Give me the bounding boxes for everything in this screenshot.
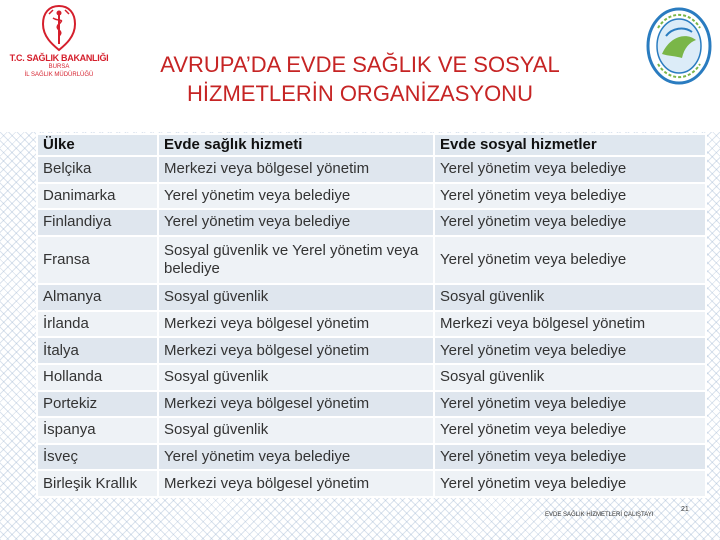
- column-header-home-social: Evde sosyal hizmetler: [434, 134, 706, 156]
- cell-home-social: Yerel yönetim veya belediye: [434, 444, 706, 471]
- table-row: [37, 284, 706, 311]
- cell-home-health: Sosyal güvenlik: [158, 284, 434, 311]
- table-row: [37, 236, 706, 284]
- logo-line-ministry: T.C. SAĞLIK BAKANLIĞI: [9, 53, 109, 63]
- title-line-1: AVRUPA’DA EVDE SAĞLIK VE SOSYAL: [160, 52, 560, 77]
- cell-home-social: Yerel yönetim veya belediye: [434, 391, 706, 418]
- page-title: [130, 50, 590, 108]
- cell-home-social: Merkezi veya bölgesel yönetim: [434, 311, 706, 338]
- title-line-2: HİZMETLERİN ORGANİZASYONU: [187, 81, 533, 106]
- cell-home-social: Yerel yönetim veya belediye: [434, 470, 706, 497]
- cell-country: Danimarka: [37, 183, 158, 210]
- logo-line-city: BURSA: [48, 64, 70, 70]
- table-row: [37, 444, 706, 471]
- cell-home-social: Yerel yönetim veya belediye: [434, 337, 706, 364]
- cell-country: İrlanda: [37, 311, 158, 338]
- column-header-country: Ülke: [37, 134, 158, 156]
- cell-country: İspanya: [37, 417, 158, 444]
- table-row: [37, 417, 706, 444]
- cell-home-health: Sosyal güvenlik: [158, 417, 434, 444]
- table-row: [37, 391, 706, 418]
- seal-logo: [646, 6, 712, 86]
- cell-home-social: Yerel yönetim veya belediye: [434, 236, 706, 284]
- ministry-logo: [4, 4, 114, 104]
- table-row: [37, 470, 706, 497]
- cell-country: Almanya: [37, 284, 158, 311]
- circular-seal-logo-icon: [646, 6, 712, 86]
- cell-home-health: Merkezi veya bölgesel yönetim: [158, 311, 434, 338]
- table-header-row: [37, 134, 706, 156]
- data-table: [36, 133, 707, 498]
- footer-workshop-name: EVDE SAĞLIK HİZMETLERİ ÇALIŞTAYI: [545, 512, 654, 518]
- cell-country: Fransa: [37, 236, 158, 284]
- table-row: [37, 337, 706, 364]
- cell-home-social: Yerel yönetim veya belediye: [434, 209, 706, 236]
- table-row: [37, 183, 706, 210]
- column-header-home-health: Evde sağlık hizmeti: [158, 134, 434, 156]
- table-row: [37, 364, 706, 391]
- cell-home-social: Yerel yönetim veya belediye: [434, 183, 706, 210]
- cell-home-health: Merkezi veya bölgesel yönetim: [158, 337, 434, 364]
- cell-country: İtalya: [37, 337, 158, 364]
- cell-home-social: Yerel yönetim veya belediye: [434, 156, 706, 183]
- cell-home-social: Sosyal güvenlik: [434, 284, 706, 311]
- page-number: 21: [681, 506, 689, 513]
- organization-table: [36, 133, 705, 498]
- cell-home-health: Yerel yönetim veya belediye: [158, 209, 434, 236]
- cell-home-social: Sosyal güvenlik: [434, 364, 706, 391]
- cell-home-health: Yerel yönetim veya belediye: [158, 444, 434, 471]
- cell-country: Hollanda: [37, 364, 158, 391]
- cell-country: Portekiz: [37, 391, 158, 418]
- table-row: [37, 156, 706, 183]
- cell-country: İsveç: [37, 444, 158, 471]
- cell-country: Birleşik Krallık: [37, 470, 158, 497]
- ministry-emblem-icon: [39, 4, 79, 52]
- cell-home-health: Merkezi veya bölgesel yönetim: [158, 391, 434, 418]
- table-row: [37, 209, 706, 236]
- cell-home-health: Merkezi veya bölgesel yönetim: [158, 156, 434, 183]
- cell-home-social: Yerel yönetim veya belediye: [434, 417, 706, 444]
- logo-line-directorate: İL SAĞLIK MÜDÜRLÜĞÜ: [24, 72, 94, 78]
- cell-home-health: Sosyal güvenlik: [158, 364, 434, 391]
- cell-country: Finlandiya: [37, 209, 158, 236]
- table-row: [37, 311, 706, 338]
- cell-country: Belçika: [37, 156, 158, 183]
- cell-home-health: Merkezi veya bölgesel yönetim: [158, 470, 434, 497]
- cell-home-health: Sosyal güvenlik ve Yerel yönetim veya belediye: [158, 236, 434, 284]
- cell-home-health: Yerel yönetim veya belediye: [158, 183, 434, 210]
